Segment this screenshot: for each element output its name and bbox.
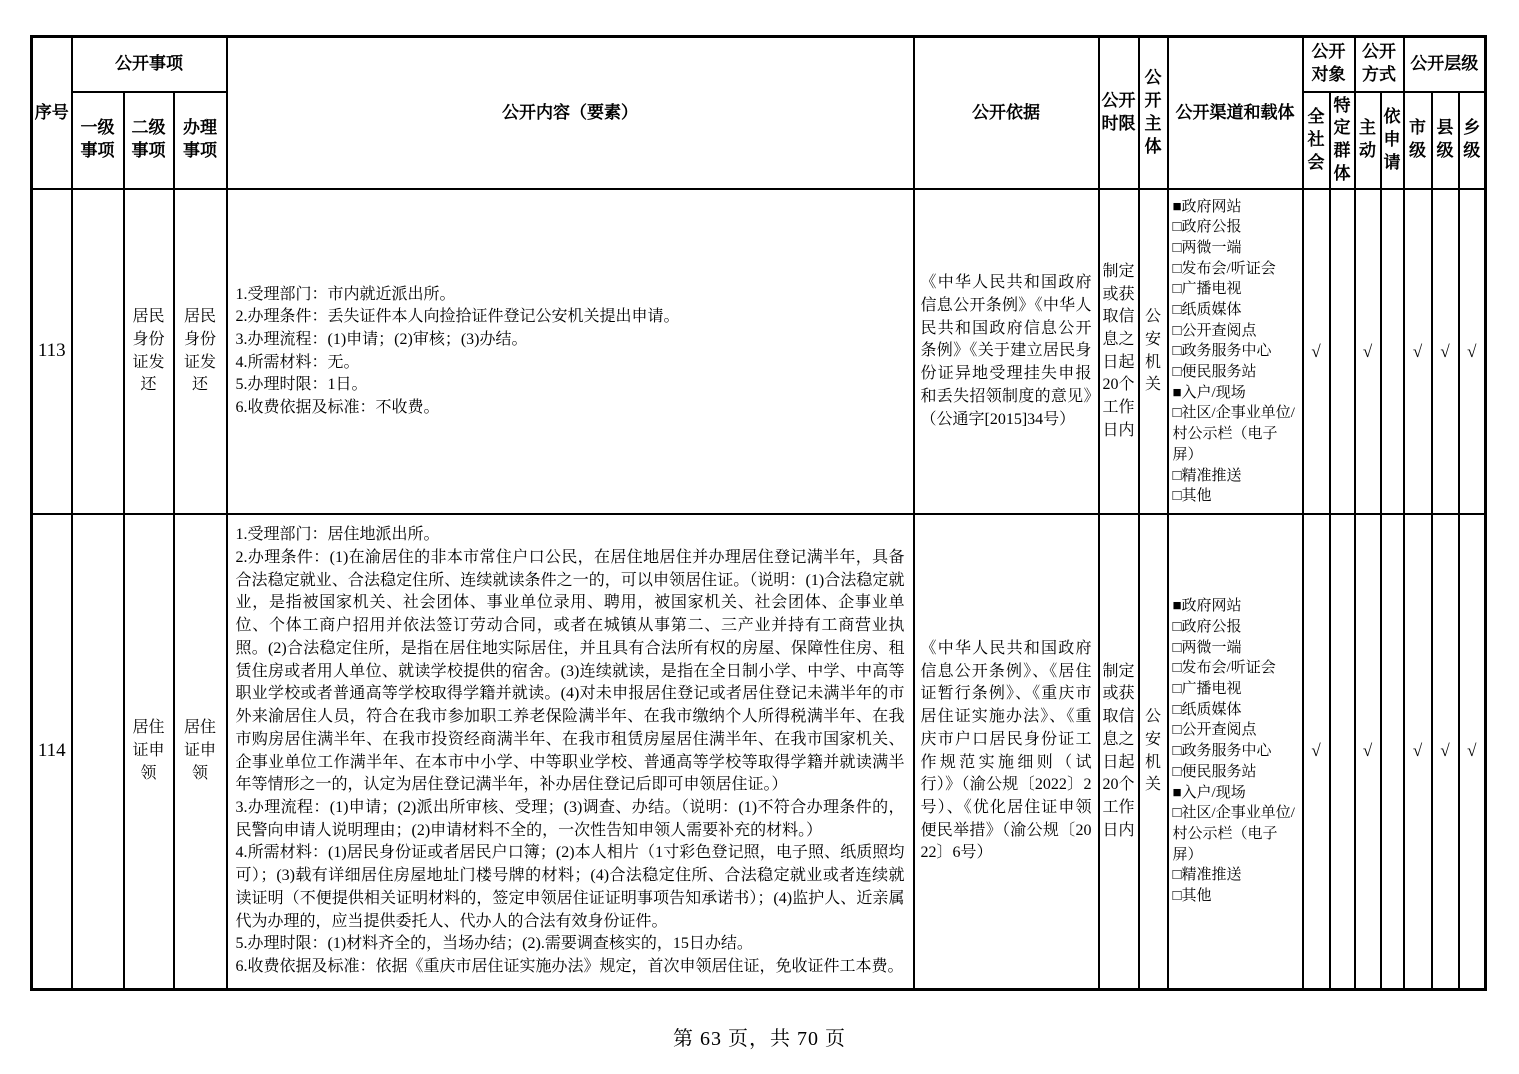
channel-option: □其他 (1172, 488, 1212, 505)
channel-option: □政府公报 (1172, 619, 1242, 636)
header-item-level1: 一级事项 (72, 92, 124, 190)
content-line: 2.办理条件：丢失证件本人向捡拾证件登记公安机关提出申请。 (235, 308, 680, 326)
mark-level-city: √ (1404, 514, 1432, 989)
header-level-county: 县级 (1432, 92, 1459, 190)
mark-level-county: √ (1432, 189, 1459, 514)
content-line: 2.办理条件：(1)在渝居住的非本市常住户口公民，在居住地居住并办理居住登记满半年，具备合法稳定就业、合法稳定住所、连续就读条件之一的，可以申领居住证。（说明：(1)合法稳定就业，是指被国家机关、社会团体、事业单位录用、聘用，被国家机关、社会团体、企事业单位、个体工商户招用并依法签订劳动合同，或者在城镇从事第二、三产业并持有工商营业执照。(2)合法稳定住所，是指在居住地实际居住，并且具有合法所有权的房屋、保障性住房、租赁住房或者用人单位、就读学校提供的宿舍。(3)连续就读，是指在全日制小学、中学、中高等职业学校或者普通高等学校取得学籍并就读。(4)对未申报居住登记或者居住登记未满半年的市外来渝居住人员，符合在我市参加职工养老保险满半年、在我市缴纳个人所得税满半年、在我市购房居住满半年、在我市投资经商满半年、在我市租赁房屋居住满半年、在我市国家机关、企事业单位工作满半年、在本市中小学、中等职业学校、普通高等学校等取得学籍并就读满半年等情形之一的，认定为居住登记满半年，补办居住登记后即可申领居住证。） (235, 549, 905, 794)
header-items-group: 公开事项 (72, 37, 227, 92)
row-content (227, 514, 914, 989)
header-channels: 公开渠道和载体 (1168, 37, 1303, 190)
channel-option: □社区/企事业单位/村公示栏（电子屏） (1172, 405, 1295, 463)
mark-method-active: √ (1355, 189, 1381, 514)
mark-level-county: √ (1432, 514, 1459, 989)
row-subject: 公安机关 (1139, 514, 1168, 989)
mark-audience-specific (1330, 189, 1355, 514)
row-channels (1168, 514, 1303, 989)
content-line: 5.办理时限：1日。 (235, 376, 368, 394)
header-item-handling: 办理事项 (174, 92, 227, 190)
content-line: 6.收费依据及标准：依据《重庆市居住证实施办法》规定，首次申领居住证，免收证件工本费。 (235, 957, 904, 975)
page-footer (0, 1022, 1519, 1051)
row-channels (1168, 189, 1303, 514)
channel-option: □社区/企事业单位/村公示栏（电子屏） (1172, 805, 1295, 863)
channel-option: □纸质媒体 (1172, 302, 1242, 319)
channel-option: □两微一端 (1172, 639, 1242, 656)
channel-option: □广播电视 (1172, 681, 1242, 698)
row-basis: 《中华人民共和国政府信息公开条例》《中华人民共和国政府信息公开条例》《关于建立居民身份证异地受理挂失申报和丢失招领制度的意见》（公通字[2015]34号） (914, 189, 1099, 514)
mark-method-request (1381, 514, 1404, 989)
content-line: 3.办理流程：(1)申请；(2)派出所审核、受理；(3)调查、办结。（说明：(1)不符合办理条件的，民警向申请人说明理由；(2)申请材料不全的，一次性告知申领人需要补充的材料。） (235, 798, 905, 839)
header-subject: 公开主体 (1139, 37, 1168, 190)
channel-option: □其他 (1172, 887, 1212, 904)
channel-option: □政府公报 (1172, 219, 1242, 236)
page-number-text: 第 63 页，共 70 页 (673, 1028, 846, 1050)
header-method-active: 主动 (1355, 92, 1381, 190)
row-content (227, 189, 914, 514)
content-line: 6.收费依据及标准：不收费。 (235, 399, 440, 417)
mark-method-request (1381, 189, 1404, 514)
table-row (32, 189, 1486, 514)
channel-option: □发布会/听证会 (1172, 660, 1276, 677)
channel-option-checked: ■入户/现场 (1172, 384, 1246, 401)
mark-level-city: √ (1404, 189, 1432, 514)
row-serial: 114 (32, 514, 72, 989)
header-serial: 序号 (32, 37, 72, 190)
channel-option: □公开查阅点 (1172, 322, 1257, 339)
row-serial: 113 (32, 189, 72, 514)
table-body (32, 189, 1486, 989)
content-line: 1.受理部门：居住地派出所。 (235, 526, 440, 544)
header-item-level2: 二级事项 (124, 92, 174, 190)
row-basis: 《中华人民共和国政府信息公开条例》、《居住证暂行条例》、《重庆市居住证实施办法》、《重庆市户口居民身份证工作规范实施细则（试行）》（渝公规〔2022〕2号）、《优化居住证申领便民举措》（渝公规〔2022〕6号） (914, 514, 1099, 989)
header-level-city: 市级 (1404, 92, 1432, 190)
row-item-handling: 居民身份证发还 (174, 189, 227, 514)
content-line: 1.受理部门：市内就近派出所。 (235, 285, 456, 303)
row-item-level1 (72, 189, 124, 514)
row-time-limit: 制定或获取信息之日起20个工作日内 (1099, 514, 1139, 989)
mark-audience-all: √ (1303, 514, 1330, 989)
row-subject: 公安机关 (1139, 189, 1168, 514)
channel-option: □广播电视 (1172, 281, 1242, 298)
header-level-town: 乡级 (1459, 92, 1486, 190)
header-method-group: 公开方式 (1355, 37, 1404, 92)
mark-audience-specific (1330, 514, 1355, 989)
mark-method-active: √ (1355, 514, 1381, 989)
channel-option-checked: ■政府网站 (1172, 198, 1242, 215)
header-time-limit: 公开时限 (1099, 37, 1139, 190)
channel-option: □便民服务站 (1172, 364, 1257, 381)
content-line: 4.所需材料：(1)居民身份证或者居民户口簿；(2)本人相片（1寸彩色登记照，电子照、纸质照均可）；(3)载有详细居住房屋地址门楼号牌的材料；(4)合法稳定住所、合法稳定就业或者连续就读证明（不便提供相关证明材料的，签定申领居住证证明事项告知承诺书）；(4)监护人、近亲属代为办理的，应当提供委托人、代办人的合法有效身份证件。 (235, 844, 905, 930)
channel-option: □精准推送 (1172, 467, 1242, 484)
content-line: 4.所需材料：无。 (235, 353, 360, 371)
mark-level-town: √ (1459, 514, 1486, 989)
header-level-group: 公开层级 (1404, 37, 1486, 92)
header-basis: 公开依据 (914, 37, 1099, 190)
content-line: 5.办理时限：(1)材料齐全的，当场办结；(2).需要调查核实的，15日办结。 (235, 935, 753, 953)
content-line: 3.办理流程：(1)申请；(2)审核；(3)办结。 (235, 331, 528, 349)
row-item-level1 (72, 514, 124, 989)
mark-level-town: √ (1459, 189, 1486, 514)
row-item-level2: 居民身份证发还 (124, 189, 174, 514)
channel-option: □精准推送 (1172, 867, 1242, 884)
header-method-request: 依申请 (1381, 92, 1404, 190)
row-item-handling: 居住证申领 (174, 514, 227, 989)
header-content: 公开内容（要素） (227, 37, 914, 190)
header-audience-specific: 特定群体 (1330, 92, 1355, 190)
channel-option: □政务服务中心 (1172, 343, 1272, 360)
channel-option: □纸质媒体 (1172, 701, 1242, 718)
channel-option-checked: ■政府网站 (1172, 598, 1242, 615)
header-audience-all: 全社会 (1303, 92, 1330, 190)
header-audience-group: 公开对象 (1303, 37, 1355, 92)
channel-option: □两微一端 (1172, 239, 1242, 256)
row-time-limit: 制定或获取信息之日起20个工作日内 (1099, 189, 1139, 514)
channel-option: □发布会/听证会 (1172, 260, 1276, 277)
channel-option: □政务服务中心 (1172, 743, 1272, 760)
disclosure-table (30, 35, 1487, 991)
channel-option: □公开查阅点 (1172, 722, 1257, 739)
row-item-level2: 居住证申领 (124, 514, 174, 989)
table-row (32, 514, 1486, 989)
mark-audience-all: √ (1303, 189, 1330, 514)
channel-option: □便民服务站 (1172, 763, 1257, 780)
channel-option-checked: ■入户/现场 (1172, 784, 1246, 801)
